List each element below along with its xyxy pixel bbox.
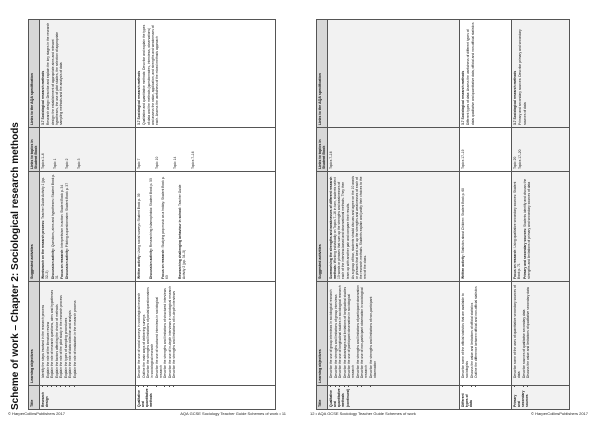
objectives-cell [512, 282, 570, 386]
spec-text: Qualitative and quantitative methods: Describe and explain the types of data and the methods (questionnaires, interviews, observations) and assess the value, application, and strengths and weaknesses of each. Assess the usefulness of the mixed methods approach [142, 24, 159, 125]
topic-link: Topic 3 [77, 158, 82, 169]
left-page [4, 8, 290, 418]
spec-heading: 3.7 Sociological research methods [513, 70, 518, 125]
table-row [40, 20, 136, 410]
column-header-title: Title [29, 386, 40, 410]
spec-heading: 3.7 Sociological research methods [461, 70, 466, 125]
objectives-cell [136, 282, 276, 386]
activities-cell [136, 172, 276, 282]
scheme-heading: Scheme of work – Chapter 2: Sociological research methods [10, 122, 21, 410]
objective-item: • Describe the use of structured interviews in sociological research [155, 284, 163, 378]
topic-link: Topics 17–19 [461, 149, 466, 169]
objective-item: • Describe the advantages and limitations of longitudinal studies [343, 284, 347, 378]
activity-item: Researching challenging behaviour in school: Teacher Guide Activity 2 (pp. 34–5) [177, 184, 186, 279]
footer-copyright: © HarperCollinsPublishers 2017 [531, 411, 588, 416]
topic-links-cell [40, 128, 136, 172]
row-title: Different types of data [460, 386, 512, 410]
table-row [512, 20, 570, 410]
activity-item: Focus on research: Interpretivism in action: Student Book p. 34 [59, 184, 64, 279]
objective-item: • Describe the strengths and limitations of non-participant observation [369, 284, 377, 378]
topic-link: Topic 10 [155, 156, 160, 169]
topic-link: Topic 2 [65, 158, 70, 169]
topic-link: Topics 17–20 [518, 149, 523, 169]
spec-text: Primary and secondary sources: Describe primary and secondary sources of data [518, 29, 527, 125]
right-page [306, 8, 592, 418]
scheme-table-right [316, 19, 570, 410]
spec-cell [40, 20, 136, 128]
objective-item: • Describe the use of group interviews in sociological research [329, 284, 333, 378]
objective-item: • Discuss the value and limitations of official statistics [470, 284, 474, 378]
topic-link: Topics 7–16 [191, 151, 196, 169]
column-header-spec-links: Links to the AQA specification [29, 20, 40, 128]
activity-item: Discussion activity: Questions, aims and hypotheses: Student Book p. 31 [50, 173, 59, 279]
table-row [460, 20, 512, 410]
activity-item: Discussion activity: Piloting a questionnaire: Student Book p. 37 [65, 182, 70, 279]
objective-item: • Describe the strengths and limitations of structured interviews [163, 284, 167, 378]
topic-links-cell [460, 128, 512, 172]
scheme-table-left [28, 19, 276, 410]
objective-item: • Explain the types of sampling procedures [64, 284, 68, 378]
row-title: Research design [40, 386, 136, 410]
objective-item: • Explain the role of evaluation in the research process [73, 284, 77, 378]
topic-link: Topics 7–16 [329, 151, 334, 169]
column-header-title: Title [317, 386, 328, 410]
objective-item: • Describe some of the uses of quantitative secondary sources of data [513, 284, 521, 378]
column-header-activities: Suggested activities [317, 172, 328, 282]
topic-link: Topics 1–6 [41, 153, 46, 169]
topic-link: Topic 20 [513, 156, 518, 169]
activity-item: Summarising the strengths and weaknesses of different research methods: Working individually on Topics 7–16 in turn, students select 10 words or phrases that sum up the strengths and weaknesses of each of the interview-based and observational methods. They then team up with another pair and compare their results. [329, 176, 350, 279]
activity-item: Focus on research: Studying pop music as a hobby: Student Book p. 60 [161, 176, 170, 279]
objective-item: • Outline the main ways of delivering surveys [142, 284, 146, 378]
column-header-topic-links: Links to topics in Student Book [317, 128, 328, 172]
objective-item: • Discuss the value and limitations of qualitative secondary data [526, 284, 530, 378]
column-header-activities: Suggested activities [29, 172, 40, 282]
spec-cell [460, 20, 512, 128]
topic-link: Topic 14 [173, 156, 178, 169]
activity-item: Written activity: Using social surveys: Student Book p. 39 [137, 193, 142, 279]
spec-cell [328, 20, 460, 128]
activities-cell [512, 172, 570, 282]
objectives-cell [40, 282, 136, 386]
topic-link: Topic 1 [53, 158, 58, 169]
table-header-row [317, 20, 328, 410]
activities-cell [40, 172, 136, 282]
topic-links-cell [328, 128, 460, 172]
activity-item: Primary and secondary sources: Students identify and discuss the strengths and limitations of primary and secondary sources of data [522, 178, 531, 279]
activity-item: Written activity: Statistics about Children: Student Book p. 68 [461, 187, 466, 279]
footer-page-number: AQA GCSE Sociology Teacher Guide Schemes of work • 11 [180, 411, 286, 416]
objective-item: • Explain the role of data collection and analysis [68, 284, 72, 378]
footer-copyright: © HarperCollinsPublishers 2017 [8, 411, 65, 416]
column-header-objectives: Learning objectives [29, 282, 40, 386]
table-row [136, 20, 276, 410]
objective-item: • Explain the role of research questions, aims and hypotheses [50, 284, 54, 378]
objective-item: • Describe the strengths and limitations of group interviews [334, 284, 338, 378]
spec-cell [136, 20, 276, 128]
objectives-cell [460, 282, 512, 386]
spec-heading: 3.7 Sociological research methods [137, 70, 142, 125]
objective-item: • Describe sources of qualitative secondary data [522, 284, 526, 378]
right-page-rotated-content [306, 8, 592, 418]
objective-item: • Explain the factors affecting the choice of methods [55, 284, 59, 378]
spec-text: Research design: Describe and explain the key stages in the research design: the establishment of appropriate aims and relevant hypotheses, the use of pilot studies, the selection of appropriate sampling methods and the analysis of data [46, 22, 63, 125]
left-page-rotated-content [4, 8, 290, 418]
table-header-row [29, 20, 40, 410]
objective-item: • Describe the strengths and limitations of participant observation [356, 284, 360, 378]
activity-item: Discussion activity: Researching Islamophobia: Student Book p. 50 [149, 178, 154, 279]
column-header-spec-links: Links to the AQA specification [317, 20, 328, 128]
objective-item: • Describe the use of in-depth interviews in sociological research [168, 284, 172, 378]
objective-item: • Describe the use of longitudinal studies in sociological research [338, 284, 342, 378]
spec-cell [512, 20, 570, 128]
activities-cell [460, 172, 512, 282]
activity-item: Wordsearch on the research process: Teacher Guide Activity 1 (pp. 32–3) [41, 177, 50, 279]
objective-item: • Explain the role of the pilot study in the research process [59, 284, 63, 378]
row-title: Qualitative and quantitative methods (continued) [328, 386, 460, 410]
column-header-objectives: Learning objectives [317, 282, 328, 386]
objective-item: • Describe the strengths and limitations of postal questionnaires in sociological research [146, 284, 154, 378]
objective-item: • Describe the use of non-participant observation in sociological research [360, 284, 368, 378]
topic-link: Topic 7 [137, 158, 142, 169]
objective-item: • Identify the steps involved in the research process [41, 284, 45, 378]
objectives-cell [328, 282, 460, 386]
spec-heading: 3.7 Sociological research methods [41, 70, 46, 125]
objective-item: • Outline the difference between official and non-official statistics [474, 284, 478, 378]
topic-links-cell [136, 128, 276, 172]
column-header-topic-links: Links to topics in Student Book [29, 128, 40, 172]
activities-cell [328, 172, 460, 282]
objective-item: • Describe some of the official statistics that are available to sociologists [461, 284, 469, 378]
activity-item: As a group of four, students should discuss and agree on the 10 words or phrases that best sum up the strengths and weaknesses of each of the research methods. Students explain and justify their choices to the rest of the class. [350, 175, 368, 279]
objective-item: • Explain the role of the literature review [46, 284, 50, 378]
objective-item: • Describe the use of social surveys in sociological research [137, 284, 141, 378]
row-title: Primary and secondary sources [512, 386, 570, 410]
table-row [328, 20, 460, 410]
footer-page-number: 12 • AQA GCSE Sociology Teacher Guide Schemes of work [310, 411, 416, 416]
activity-item: Focus on research: Using qualitative secondary sources: Student Book p. 71 [513, 181, 522, 279]
spec-text: Different types of data: Assess the usefulness of different types of data: qualitative and quantitative data, official and non-official statistics [466, 22, 475, 125]
objective-item: • Describe the strengths and limitations of in-depth interviews [172, 284, 176, 378]
objective-item: • Describe the use of participant observation in sociological research [347, 284, 355, 378]
topic-links-cell [512, 128, 570, 172]
row-title: Qualitative and quantitative methods [136, 386, 276, 410]
